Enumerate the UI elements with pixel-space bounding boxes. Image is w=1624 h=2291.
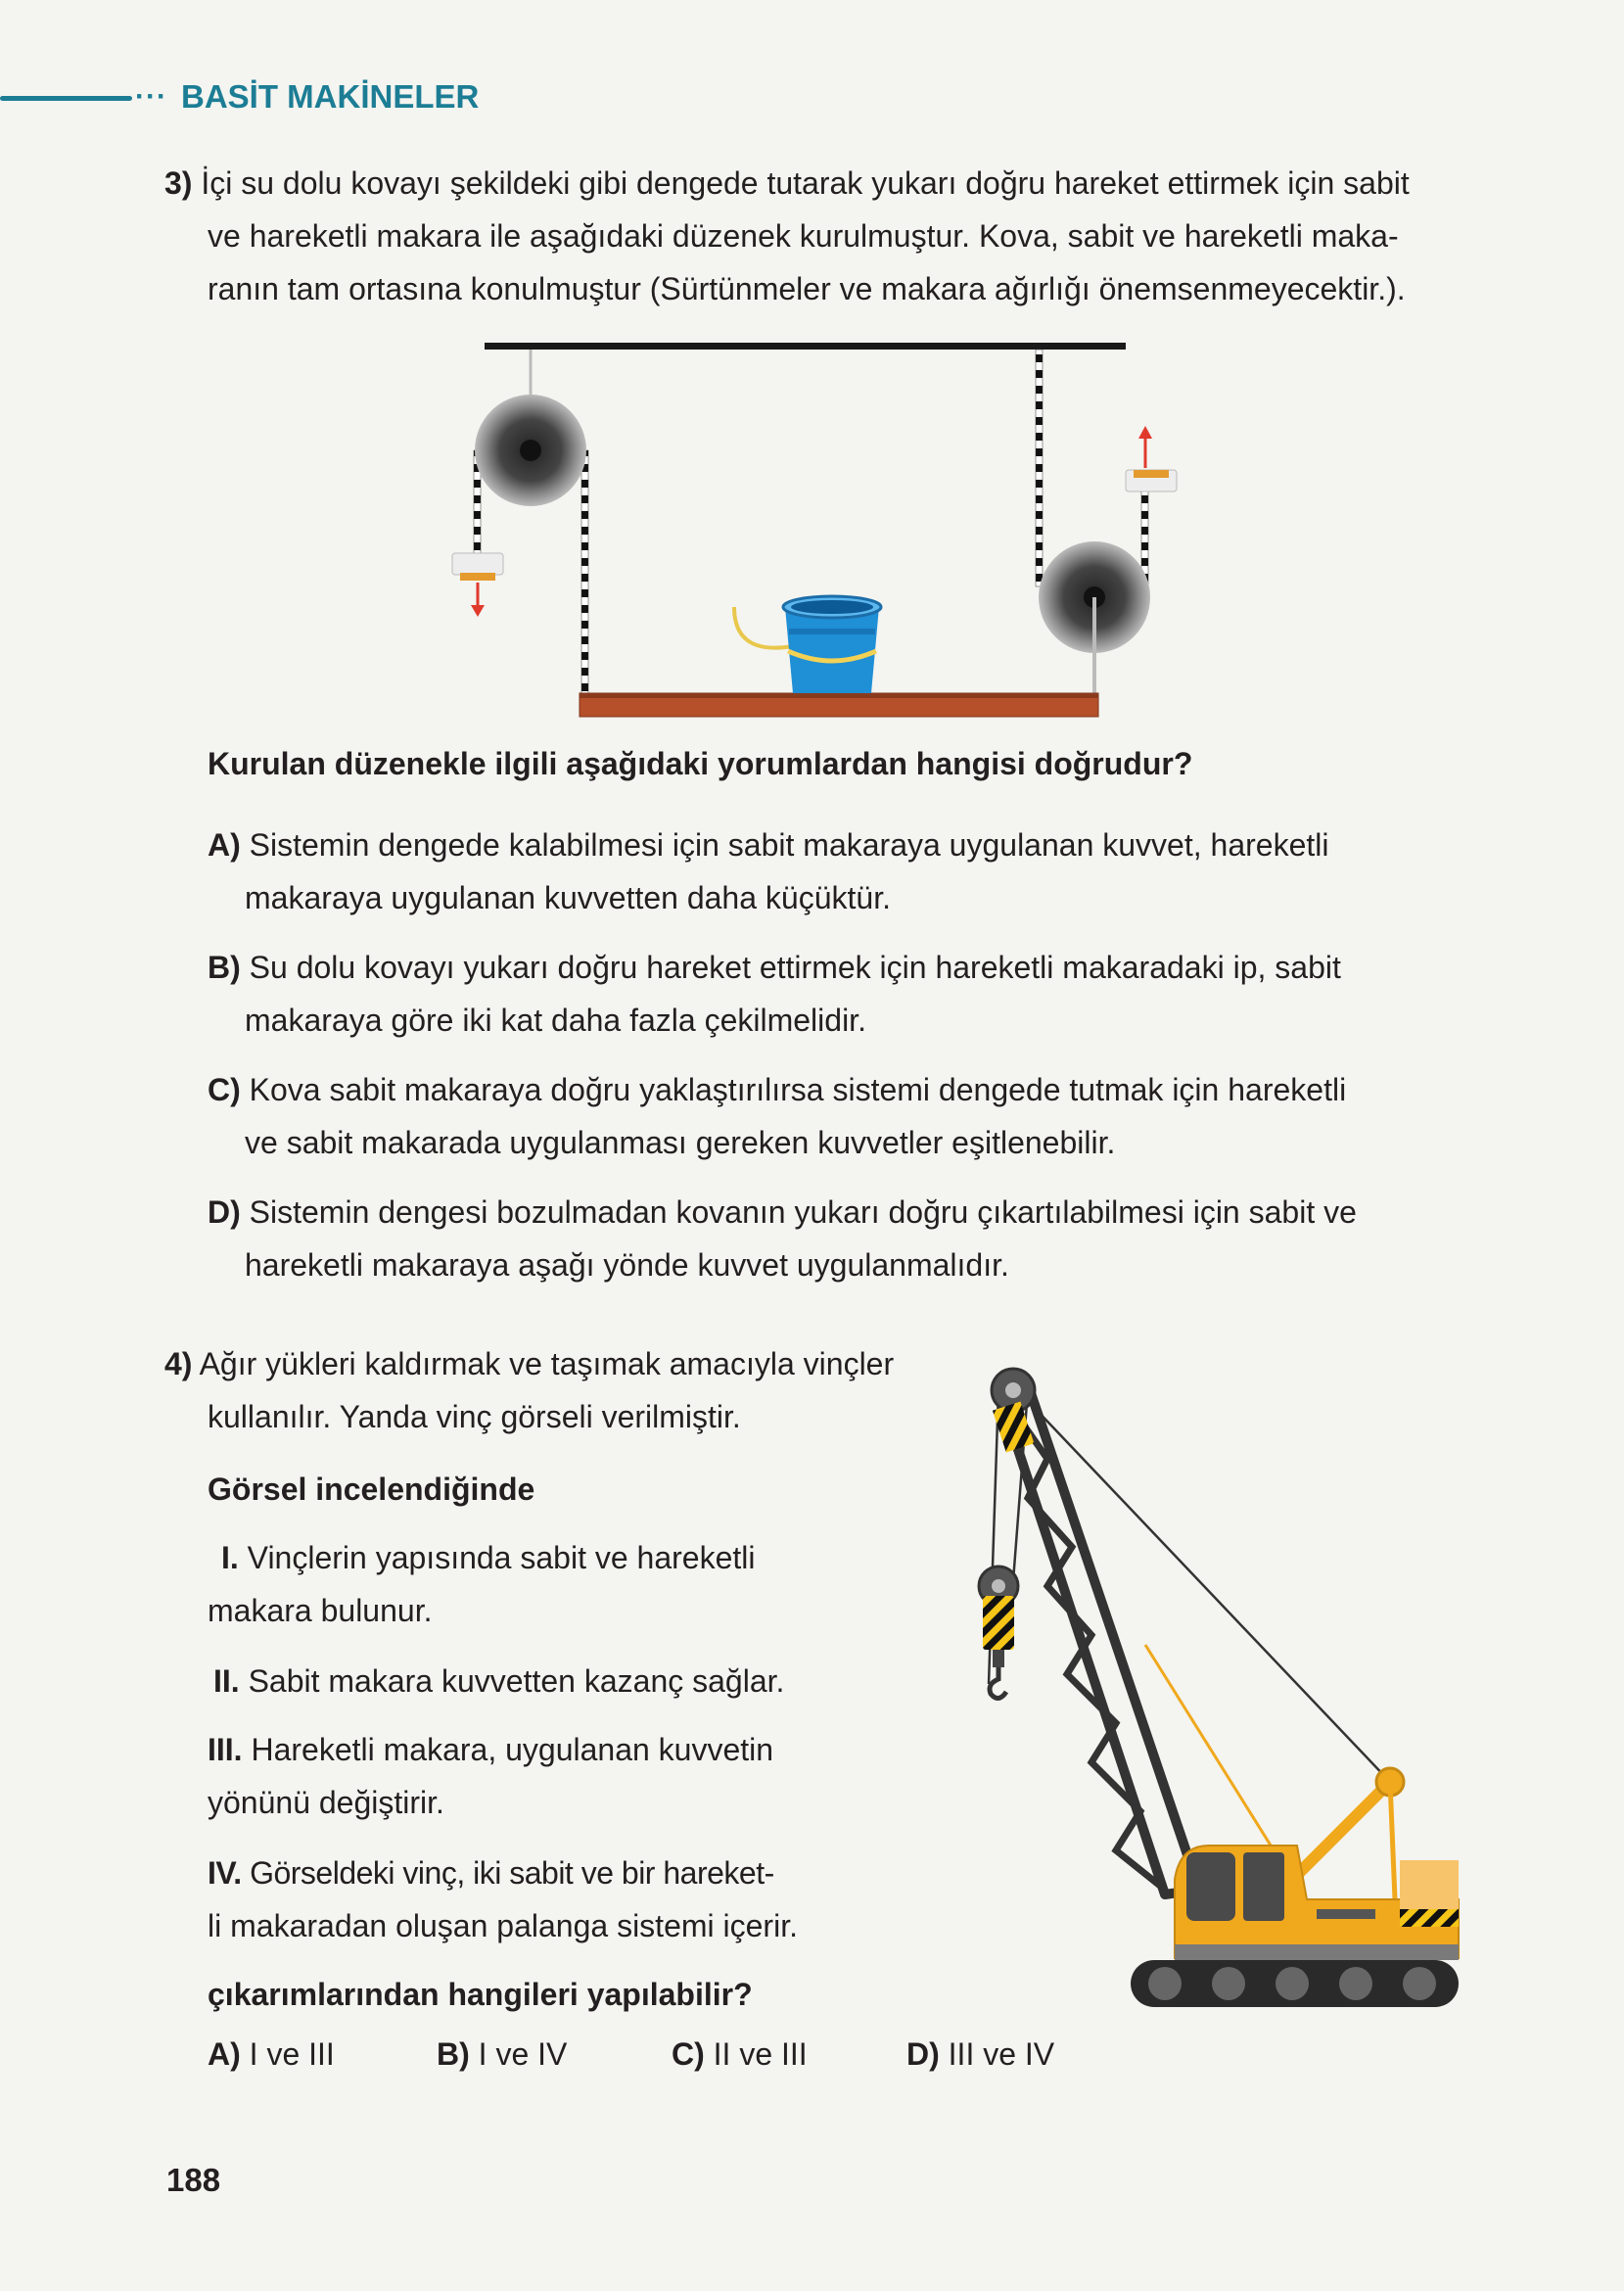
option-c[interactable] (208, 1063, 1480, 1169)
answer-b-letter: B) (437, 2036, 470, 2072)
q4-line-2: kullanılır. Yanda vinç görseli verilmiştir. (208, 1399, 741, 1434)
answer-d-text: III ve IV (948, 2036, 1055, 2072)
option-c-letter: C) (208, 1072, 241, 1107)
answer-b-text: I ve IV (478, 2036, 568, 2072)
question-4-text (164, 1337, 967, 1443)
q4-item-4 (208, 1847, 774, 1899)
option-b-line-1: Su dolu kovayı yukarı doğru hareket ettirmek için hareketli makaradaki ip, sabit (249, 950, 1341, 985)
header-rule (0, 96, 132, 101)
q4-item-4-line-2: li makaradan oluşan palanga sistemi içerir. (208, 1908, 798, 1943)
q4-item-3-line-1: Hareketli makara, uygulanan kuvvetin (251, 1732, 774, 1767)
question-3-stem: Kurulan düzenekle ilgili aşağıdaki yorumlardan hangisi doğrudur? (208, 746, 1193, 781)
q4-item-1-roman: I. (221, 1540, 239, 1575)
hook-block (979, 1566, 1018, 1699)
water-bucket (734, 596, 881, 693)
pulley-system-figure (441, 323, 1204, 725)
answer-c[interactable] (672, 2036, 808, 2073)
q4-item-2 (213, 1655, 784, 1707)
ceiling-bar (485, 343, 1126, 350)
crane-figure (969, 1351, 1478, 2017)
q4-item-2-roman: II. (213, 1663, 240, 1699)
option-c-line-1: Kova sabit makaraya doğru yaklaştırılırsa sistemi dengede tutmak için hareketli (249, 1072, 1347, 1107)
answer-d[interactable] (906, 2036, 1054, 2073)
right-handle (1126, 426, 1177, 491)
crane-boom (998, 1390, 1199, 1894)
option-a-line-2: makaraya uygulanan kuvvetten daha küçüktür. (245, 880, 891, 915)
chapter-title: BASİT MAKİNELER (181, 78, 480, 115)
q4-item-3-roman: III. (208, 1732, 243, 1767)
answer-a-text: I ve III (249, 2036, 335, 2072)
question-4-number: 4) (164, 1346, 193, 1381)
q3-line-2: ve hareketli makara ile aşağıdaki düzenek kurulmuştur. Kova, sabit ve hareketli maka- (208, 218, 1399, 254)
option-a[interactable] (208, 818, 1480, 924)
q4-stem: çıkarımlarından hangileri yapılabilir? (208, 1977, 753, 2012)
crane-tracks (1131, 1960, 1459, 2007)
q4-item-4-line-1: Görseldeki vinç, iki sabit ve bir hareket- (250, 1855, 774, 1891)
option-a-line-1: Sistemin dengede kalabilmesi için sabit makaraya uygulanan kuvvet, hareketli (249, 827, 1329, 863)
q4-item-1-line-1: Vinçlerin yapısında sabit ve hareketli (247, 1540, 756, 1575)
option-d-line-2: hareketli makaraya aşağı yönde kuvvet uygulanmalıdır. (245, 1247, 1009, 1283)
option-d-line-1: Sistemin dengesi bozulmadan kovanın yukarı doğru çıkartılabilmesi için sabit ve (249, 1194, 1357, 1230)
q3-line-1: İçi su dolu kovayı şekildeki gibi dengede tutarak yukarı doğru hareket ettirmek için sabit (201, 165, 1410, 201)
question-3-number: 3) (164, 165, 193, 201)
answer-b[interactable] (437, 2036, 567, 2073)
option-b[interactable] (208, 941, 1480, 1047)
option-b-letter: B) (208, 950, 241, 985)
q4-lead: Görsel incelendiğinde (208, 1472, 535, 1507)
q4-item-1-line-2: makara bulunur. (208, 1593, 433, 1628)
option-a-letter: A) (208, 827, 241, 863)
option-d[interactable] (208, 1186, 1480, 1291)
q4-line-1: Ağır yükleri kaldırmak ve taşımak amacıyla vinçler (199, 1346, 895, 1381)
answer-c-text: II ve III (713, 2036, 808, 2072)
page-number: 188 (166, 2162, 221, 2198)
left-handle (452, 553, 503, 617)
q3-line-3: ranın tam ortasına konulmuştur (Sürtünmeler ve makara ağırlığı önemsenmeyecektir.). (208, 271, 1406, 306)
header-dots: ··· (135, 80, 167, 113)
question-3-text (164, 157, 1466, 315)
option-d-letter: D) (208, 1194, 241, 1230)
option-b-line-2: makaraya göre iki kat daha fazla çekilmelidir. (245, 1003, 866, 1038)
answer-d-letter: D) (906, 2036, 940, 2072)
q4-item-2-line-1: Sabit makara kuvvetten kazanç sağlar. (248, 1663, 785, 1699)
option-c-line-2: ve sabit makarada uygulanması gereken kuvvetler eşitlenebilir. (245, 1125, 1116, 1160)
q4-item-1 (221, 1531, 755, 1584)
q4-item-4-roman: IV. (208, 1855, 242, 1891)
q4-item-3 (208, 1723, 773, 1776)
answer-c-letter: C) (672, 2036, 705, 2072)
answer-a-letter: A) (208, 2036, 241, 2072)
q4-item-3-line-2: yönünü değiştirir. (208, 1785, 444, 1820)
answer-a[interactable] (208, 2036, 335, 2073)
